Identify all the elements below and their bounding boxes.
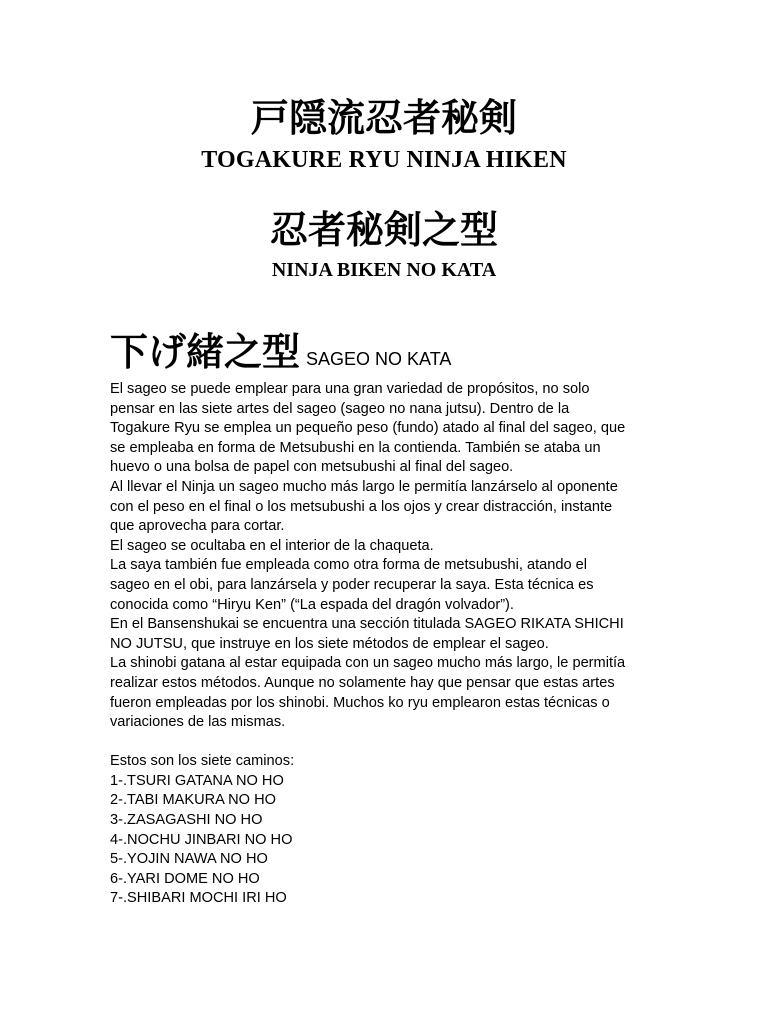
body-line: Al llevar el Ninja un sageo mucho más largo le permitía lanzárselo al oponente (110, 478, 618, 495)
body-line: NO JUTSU, que instruye en los siete métodos de emplear el sageo. (110, 635, 549, 652)
body-line: realizar estos métodos. Aunque no solamente hay que pensar que estas artes (110, 674, 615, 691)
body-line: En el Bansenshukai se encuentra una sección titulada SAGEO RIKATA SHICHI (110, 616, 624, 633)
body-line: 4-.NOCHU JINBARI NO HO (110, 831, 293, 848)
body-line: 6-.YARI DOME NO HO (110, 870, 260, 887)
body-line: conocida como “Hiryu Ken” (“La espada del dragón volvador”). (110, 596, 514, 613)
body-line: 5-.YOJIN NAWA NO HO (110, 851, 268, 868)
body-line: El sageo se ocultaba en el interior de la chaqueta. (110, 537, 434, 554)
body-line: 7-.SHIBARI MOCHI IRI HO (110, 890, 287, 907)
body-line: La shinobi gatana al estar equipada con un sageo mucho más largo, le permitía (110, 655, 626, 672)
roman-title: TOGAKURE RYU NINJA HIKEN (201, 147, 567, 173)
body-line: con el peso en el final o los metsubushi a los ojos y crear distracción, instante (110, 498, 613, 515)
section-heading-roman: SAGEO NO KATA (306, 349, 452, 369)
kanji-title: 戸隠流忍者秘剣 (250, 96, 517, 140)
body-line: Estos son los siete caminos: (110, 753, 295, 770)
body-line: que aprovecha para cortar. (110, 518, 285, 535)
body-line: La saya también fue empleada como otra forma de metsubushi, atando el (110, 557, 588, 574)
body-line: variaciones de las mismas. (110, 714, 286, 731)
body-line: pensar en las siete artes del sageo (sageo no nana jutsu). Dentro de la (110, 400, 570, 417)
body-line: huevo o una bolsa de papel con metsubushi al final del sageo. (110, 459, 514, 476)
body-line: 2-.TABI MAKURA NO HO (110, 792, 276, 809)
body-line: 1-.TSURI GATANA NO HO (110, 772, 284, 789)
body-line: sageo en el obi, para lanzársela y poder recuperar la saya. Esta técnica es (110, 576, 594, 593)
body-line: fueron empleadas por los shinobi. Muchos ko ryu emplearon estas técnicas o (110, 694, 610, 711)
section-heading-kanji: 下げ緒之型 (110, 330, 301, 374)
body-line (110, 733, 670, 753)
kanji-subtitle: 忍者秘剣之型 (269, 208, 498, 252)
roman-subtitle: NINJA BIKEN NO KATA (271, 259, 497, 281)
body-line: 3-.ZASAGASHI NO HO (110, 812, 263, 829)
section-heading (110, 330, 451, 374)
body-line: El sageo se puede emplear para una gran variedad de propósitos, no solo (110, 381, 590, 397)
body-line: se empleaba en forma de Metsubushi en la contienda. También se ataba un (110, 439, 601, 456)
body-text (110, 380, 670, 909)
body-line: Togakure Ryu se emplea un pequeño peso (fundo) atado al final del sageo, que (110, 420, 626, 437)
